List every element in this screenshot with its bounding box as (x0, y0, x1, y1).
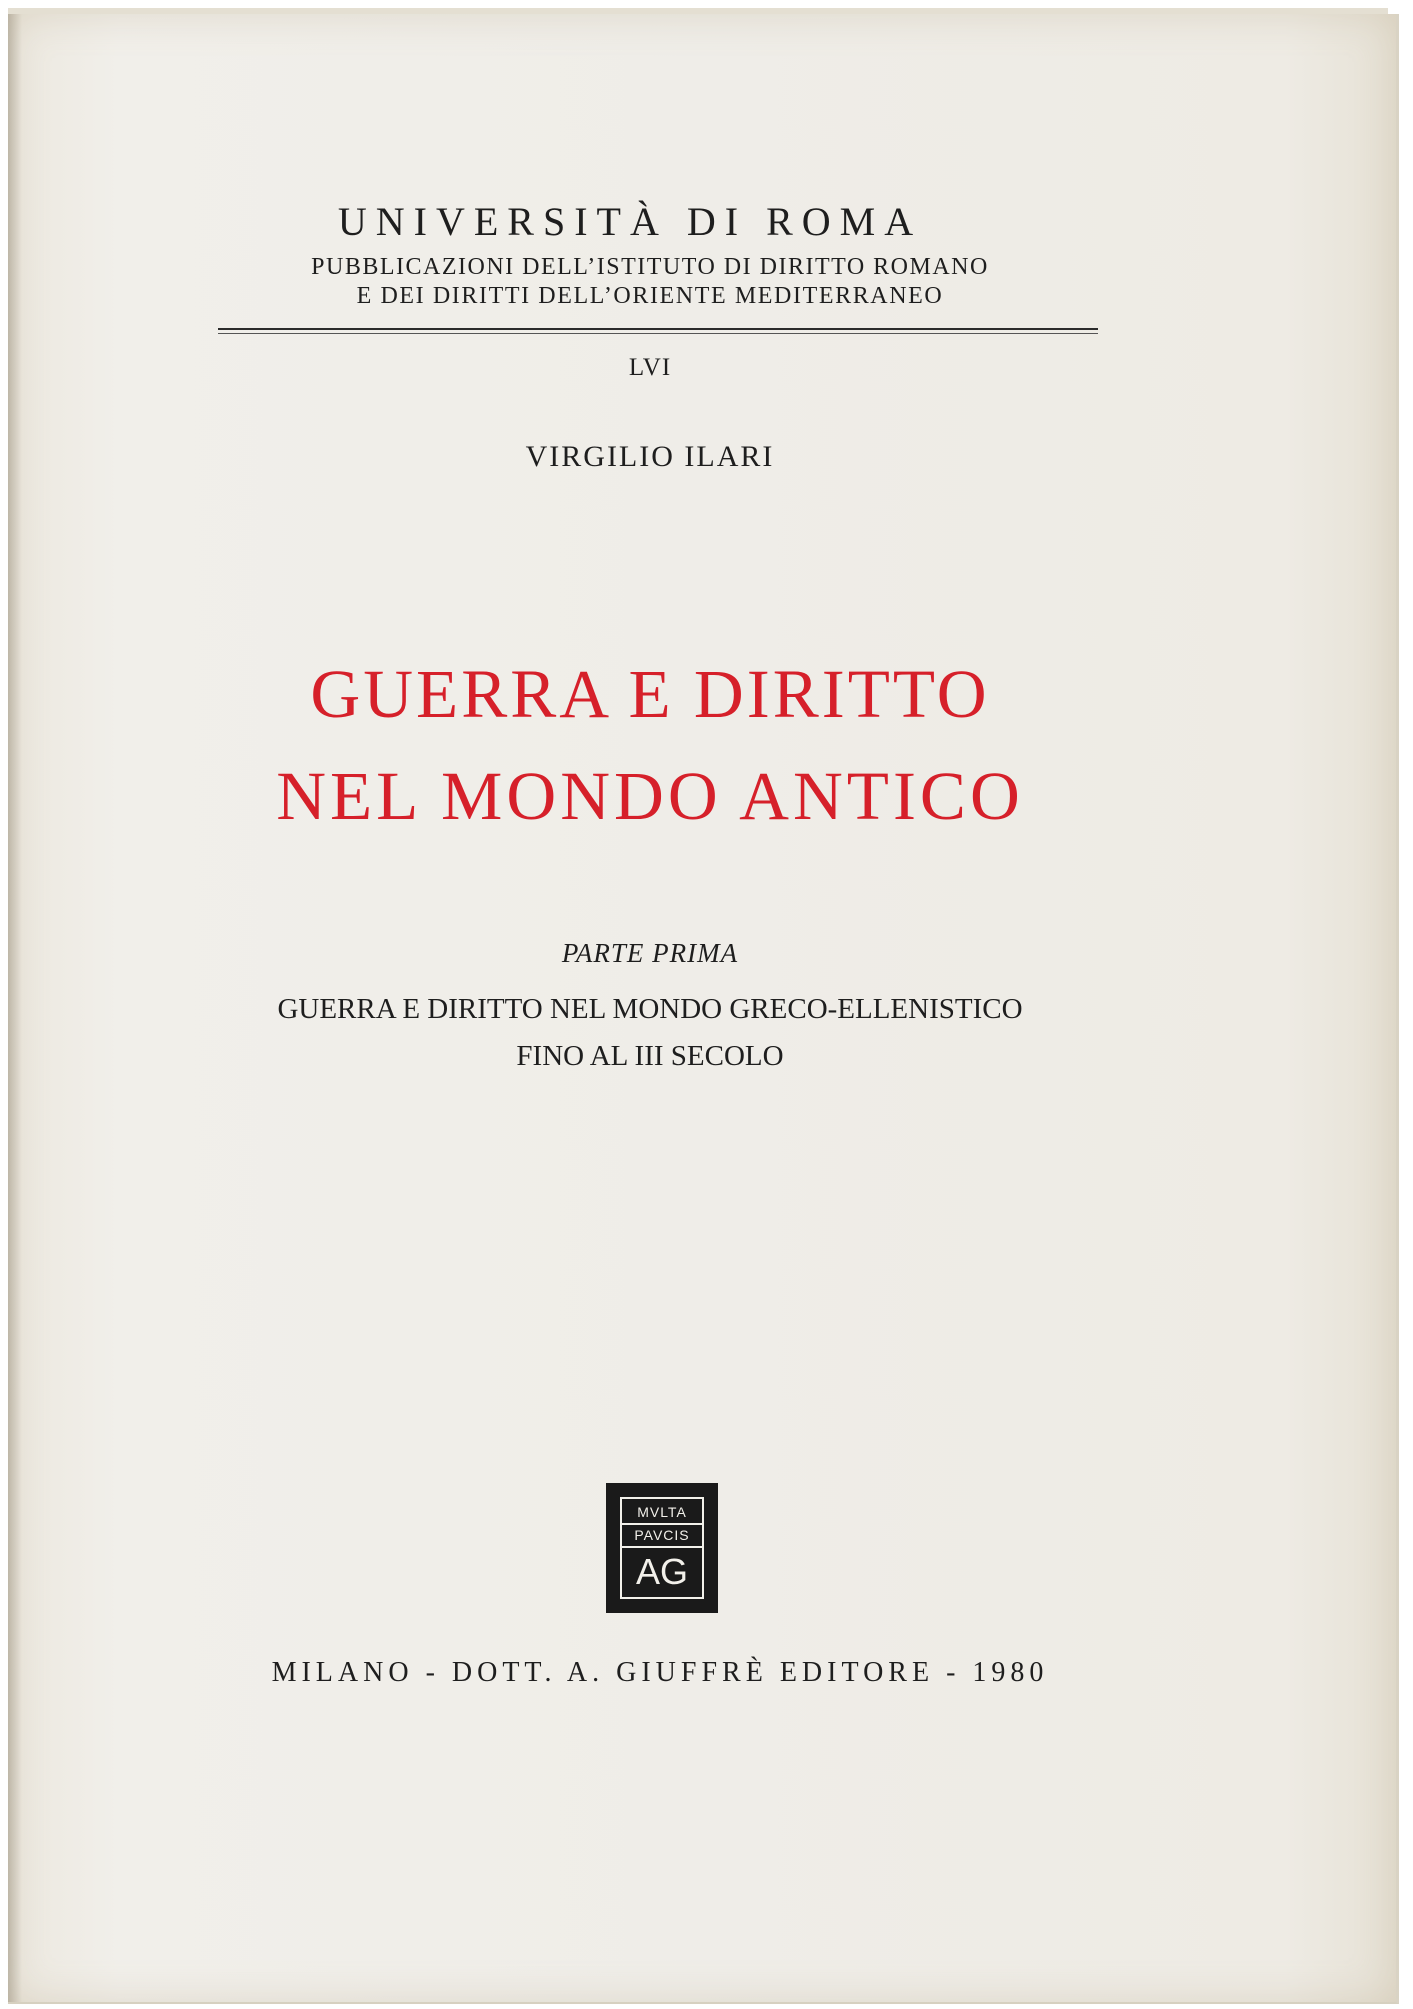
title-line-2: NEL MONDO ANTICO (276, 758, 1024, 834)
logo-divider-2 (622, 1546, 702, 1548)
logo-initials: AG (635, 1551, 688, 1592)
header-rule-thin (218, 333, 1098, 334)
series-number: LVI (628, 354, 672, 381)
spine-shadow (8, 14, 22, 2002)
logo-motto-line-1: MVLTA (637, 1504, 687, 1520)
publication-series-line-2: E DEI DIRITTI DELL’ORIENTE MEDITERRANEO (356, 283, 944, 309)
publisher-logo-frame (620, 1497, 704, 1599)
header-rule (218, 328, 1098, 330)
subtitle-line-1: GUERRA E DIRITTO NEL MONDO GRECO-ELLENISTICO (277, 993, 1023, 1025)
title-line-1: GUERRA E DIRITTO (310, 656, 990, 732)
university-name: UNIVERSITÀ DI ROMA (337, 199, 923, 244)
subtitle-line-2: FINO AL III SECOLO (516, 1040, 784, 1072)
logo-motto-line-2: PAVCIS (634, 1527, 690, 1543)
author-name: VIRGILIO ILARI (525, 440, 775, 473)
publisher-imprint: MILANO - DOTT. A. GIUFFRÈ EDITORE - 1980 (271, 1657, 1049, 1688)
logo-divider-1 (622, 1523, 702, 1525)
part-label: PARTE PRIMA (561, 938, 739, 968)
publication-series-line-1: PUBBLICAZIONI DELL’ISTITUTO DI DIRITTO ROMANO (311, 254, 989, 280)
publisher-logo (606, 1483, 718, 1613)
